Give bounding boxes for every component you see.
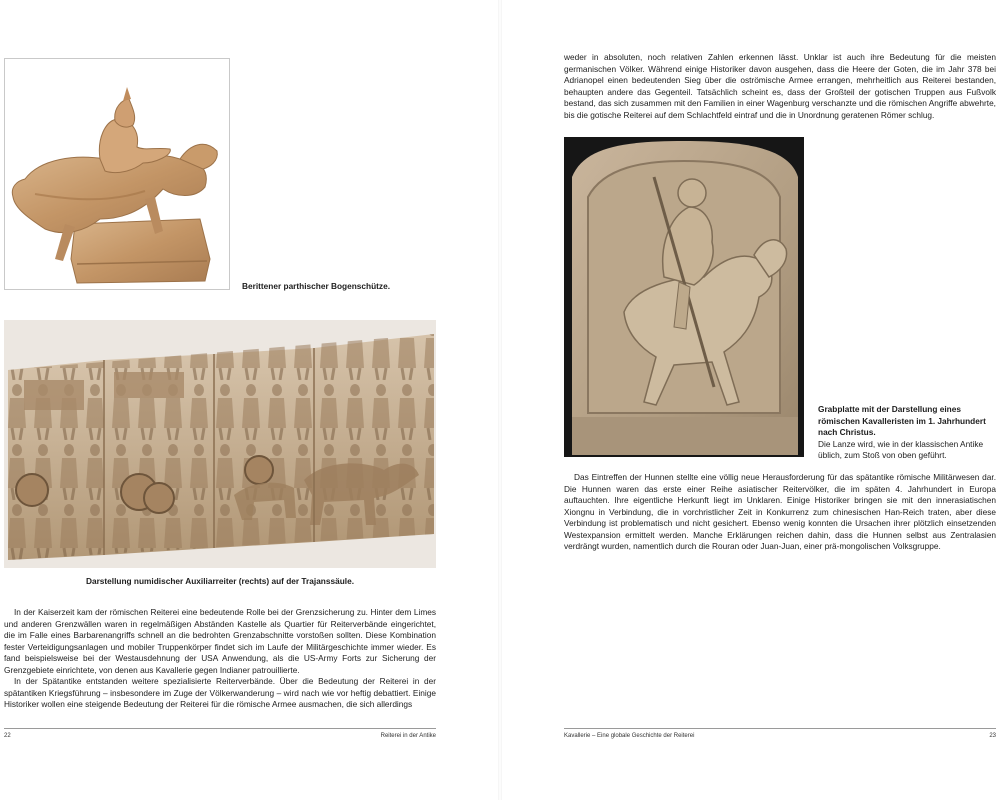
tombstone-relief-image [564,137,804,457]
right-paragraph-2: Das Eintreffen der Hunnen stellte eine völlig neue Herausforderung für das spätantike römische Militärwesen dar. Die Hunnen waren das erste einer Reihe asiatischer Reitervölker, die im späten 4. Jahrhundert in Europa auftauchten. Ihre eigentliche Herkunft liegt im Unklaren. Einige Historiker bringen sie mit den innerasiatischen Xiongnu in Verbindung, die in vorchristlicher Zeit in Konkurrenz zum chinesischen Han-Reich traten, aber diese Verbindung ist problematisch und nicht gesichert. Ebenso wenig konnten die Ursachen ihrer plötzlich einsetzenden Westexpansion ermittelt werden. Manche Erklärungen reichen dahin, dass die Hunnen selbst aus Zentralasien verdrängt wurden, namentlich durch die Rouran oder Juan-Juan, einer prä-mongolischen Volksgruppe. [564,472,996,551]
left-footer-rule [4,728,436,729]
parthian-archer-figure [4,58,230,290]
right-footer-rule [564,728,996,729]
tombstone-relief-figure [564,137,804,457]
left-page-number: 22 [4,733,11,739]
figure3-caption-text: Die Lanze wird, wie in der klassischen Antike üblich, zum Stoß von oben geführt. [818,438,984,460]
left-body-text [4,607,436,711]
figure3-caption [818,404,994,462]
figure2-caption [4,576,436,588]
figure1-caption [242,281,492,293]
figure3-caption-bold: Grabplatte mit der Darstellung eines römischen Kavalleristen im 1. Jahrhundert nach Christus. [818,404,986,437]
right-paragraph-1: weder in absoluten, noch relativen Zahlen erkennen lässt. Unklar ist auch ihre Bedeutung für die meisten germanischen Völker. Während einige Historiker davon ausgehen, dass die Heere der Goten, die im Jahr 378 bei Adrianopel einen bedeutenden Sieg über die oströmische Armee errangen, mehrheitlich aus Reiterei bestanden, behaupten andere das Gegenteil. Tatsächlich scheint es, dass der Großteil der gotischen Truppen aus Fußvolk bestand, das sich zusammen mit den Familien in einer Wagenburg verschanzte und die römischen Angriffe abwehrte, bis die gotische Reiterei auf dem Schlachtfeld eintraf und die in Unordnung geratenen Römer schlug. [564,52,996,120]
right-body-text-bottom [564,472,996,553]
right-page-number: 23 [989,733,996,739]
parthian-archer-image [5,59,229,289]
left-paragraph-1: In der Kaiserzeit kam der römischen Reiterei eine bedeutende Rolle bei der Grenzsicherung zu. Hinter dem Limes und anderen Grenzwällen waren in regelmäßigen Abständen Kastelle als Quartier für Reiterverbände eingerichtet, die im Falle eines Barbarenangriffs schnell an die bedrohten Grenzabschnitte vorstoßen sollten. Diese Kombination fester Verteidigungsanlagen und mobiler Truppenkörper findet sich im Laufe der Militärgeschichte immer wieder. Es fand beispielsweise bei der Westausdehnung der USA Anwendung, als die US-Army Forts zur Sicherung der Grenzgebiete einrichtete, von denen aus Kavallerie gegen Indianer patrouillierte. [4,607,436,675]
right-running-title: Kavallerie – Eine globale Geschichte der Reiterei [564,733,695,739]
left-running-title: Reiterei in der Antike [380,733,436,739]
trajan-relief-image [4,320,436,568]
figure2-caption-text: Darstellung numidischer Auxiliarreiter (rechts) auf der Trajanssäule. [85,576,355,586]
trajan-column-relief-figure [4,320,436,568]
figure1-caption-text: Berittener parthischer Bogenschütze. [242,281,390,291]
right-page [500,0,1000,800]
left-paragraph-2: In der Spätantike entstanden weitere spezialisierte Reiterverbände. Über die Bedeutung der Reiterei in der spätantiken Kriegsführung – insbesondere im Zuge der Völkerwanderung – wird nach wie vor heftig debattiert. Einige Historiker wollen eine steigende Bedeutung der Reiterei für die römische Armee ausmachen, die sich allerdings [4,676,436,709]
right-body-text-top [564,52,996,121]
